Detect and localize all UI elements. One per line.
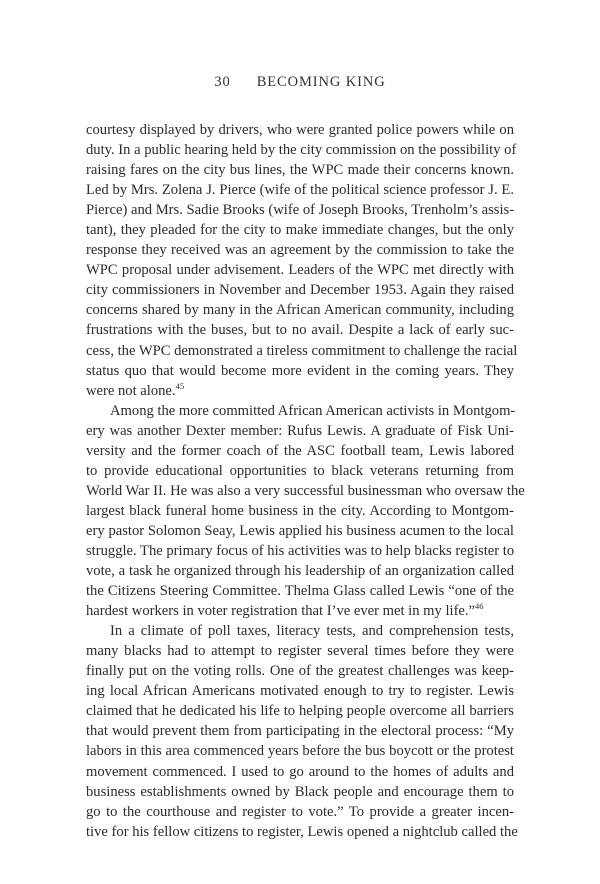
running-head bbox=[0, 74, 600, 91]
text-line: In a climate of poll taxes, literacy tests, and comprehension tests, bbox=[110, 623, 514, 640]
text-line: status quo that would become more evident in the coming years. They bbox=[86, 362, 514, 379]
text-line: vote, a task he organized through his leadership of an organization called bbox=[86, 563, 514, 580]
text-line: World War II. He was also a very successful businessman who oversaw the bbox=[86, 482, 525, 499]
text-line: to provide educational opportunities to black veterans returning from bbox=[86, 462, 514, 479]
body-text bbox=[86, 120, 525, 842]
text-line: movement commenced. I used to go around to the homes of adults and bbox=[86, 763, 514, 780]
paragraph bbox=[86, 621, 518, 842]
text-line: cess, the WPC demonstrated a tireless commitment to challenge the racial bbox=[86, 342, 518, 359]
text-line: that would prevent them from participating in the electoral process: “My bbox=[86, 723, 514, 740]
text-line: hardest workers in voter registration that I’ve ever met in my life.”$^{46}$ bbox=[86, 601, 484, 620]
text-line: finally put on the voting rolls. One of the greatest challenges was keep- bbox=[86, 663, 514, 680]
text-line: labors in this area commenced years before the bus boycott or the protest bbox=[86, 743, 514, 760]
footnote-reference[interactable]: 45 bbox=[175, 380, 185, 391]
text-line: raising fares on the city bus lines, the WPC made their concerns known. bbox=[86, 162, 514, 179]
text-line: business establishments owned by Black people and encourage them to bbox=[86, 783, 514, 800]
text-line: concerns shared by many in the African American community, including bbox=[86, 302, 514, 319]
text-line: courtesy displayed by drivers, who were granted police powers while on bbox=[86, 122, 514, 138]
text-line: duty. In a public hearing held by the city commission on the possibility of bbox=[86, 142, 517, 159]
text-line: tant), they pleaded for the city to make immediate changes, but the only bbox=[86, 222, 514, 239]
text-line: tive for his fellow citizens to register, Lewis opened a nightclub called the bbox=[86, 823, 518, 840]
paragraph bbox=[86, 401, 525, 622]
text-line: Pierce) and Mrs. Sadie Brooks (wife of Joseph Brooks, Trenholm’s assis- bbox=[86, 202, 515, 219]
footnote-reference[interactable]: 46 bbox=[475, 601, 484, 612]
text-line: go to the courthouse and register to vote.” To provide a greater incen- bbox=[86, 803, 514, 820]
text-line: largest black funeral home business in the city. According to Montgom- bbox=[86, 502, 514, 519]
text-line: ery pastor Solomon Seay, Lewis applied his business acumen to the local bbox=[86, 522, 514, 539]
text-line: were not alone.$^{45}$ bbox=[86, 380, 185, 399]
text-line: claimed that he dedicated his life to helping people overcome all barriers bbox=[86, 703, 514, 720]
text-line: ing local African Americans motivated enough to try to register. Lewis bbox=[86, 683, 514, 700]
text-line: WPC proposal under advisement. Leaders of the WPC met directly with bbox=[86, 262, 514, 279]
text-line: struggle. The primary focus of his activities was to help blacks register to bbox=[86, 542, 515, 559]
text-line: ery was another Dexter member: Rufus Lewis. A graduate of Fisk Uni- bbox=[86, 422, 514, 439]
text-line: response they received was an agreement by the commission to take the bbox=[86, 242, 514, 259]
text-line: Among the more committed African American activists in Montgom- bbox=[110, 402, 516, 419]
paragraph bbox=[86, 120, 518, 401]
text-line: city commissioners in November and December 1953. Again they raised bbox=[86, 282, 514, 299]
text-line: many blacks had to attempt to register several times before they were bbox=[86, 643, 514, 660]
text-line: the Citizens Steering Committee. Thelma Glass called Lewis “one of the bbox=[86, 583, 514, 600]
text-line: frustrations with the buses, but to no avail. Despite a lack of early suc- bbox=[86, 322, 514, 339]
page-number: 30 bbox=[214, 74, 231, 90]
book-title: BECOMING KING bbox=[256, 74, 386, 90]
text-line: versity and the former coach of the ASC football team, Lewis labored bbox=[86, 442, 514, 459]
text-line: Led by Mrs. Zolena J. Pierce (wife of the political science professor J. E. bbox=[86, 182, 514, 199]
